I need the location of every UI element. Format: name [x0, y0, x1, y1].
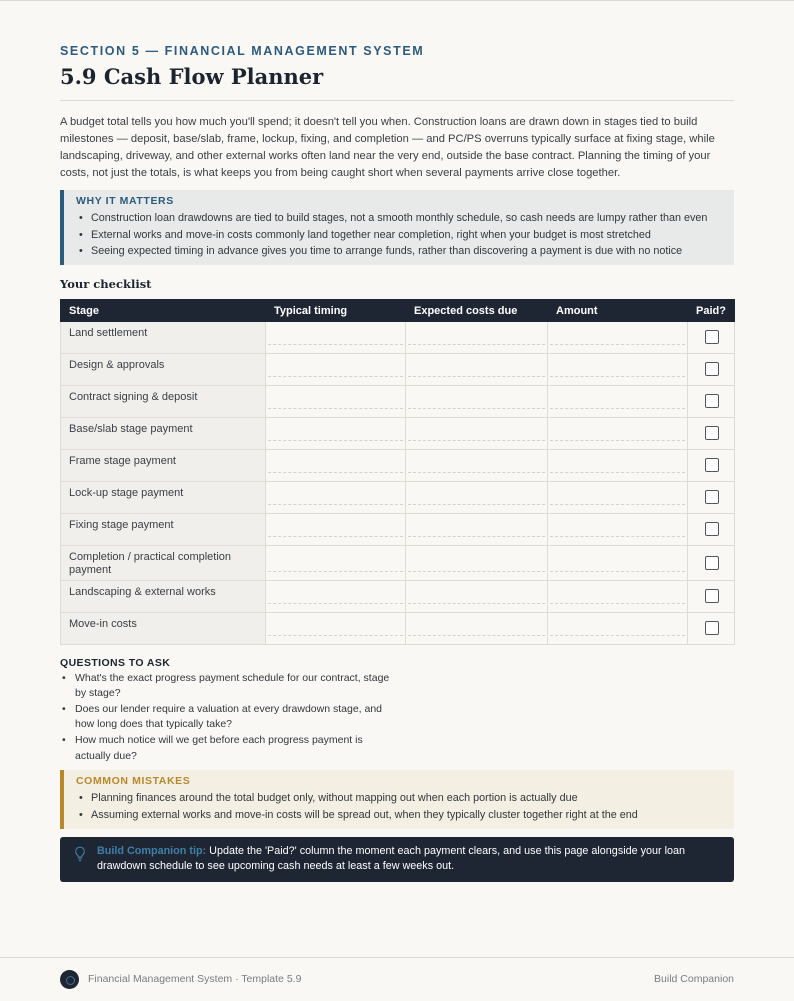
table-row [61, 613, 735, 645]
list-item: • How much notice will we get before each progress payment is actually due? [60, 733, 400, 763]
table-row [61, 581, 735, 613]
tip-body: Update the 'Paid?' column the moment each payment clears, and use this page alongside your loan drawdown schedule to see upcoming cash needs at least a few weeks out. [97, 845, 686, 873]
checklist-table [60, 299, 735, 645]
stage-cell: Move-in costs [61, 613, 266, 645]
paid-cell [688, 514, 735, 546]
footer-divider [0, 957, 794, 958]
timing-field[interactable] [266, 613, 406, 645]
costs-field[interactable] [406, 354, 548, 386]
top-rule [0, 0, 794, 1]
table-header-row [61, 300, 735, 322]
paid-cell [688, 354, 735, 386]
amount-field[interactable] [548, 386, 688, 418]
column-header-stage: Stage [61, 300, 266, 322]
costs-field[interactable] [406, 322, 548, 354]
table-row [61, 546, 735, 581]
tip-box [60, 837, 734, 882]
section-label: SECTION 5 — FINANCIAL MANAGEMENT SYSTEM [60, 44, 425, 58]
paid-cell [688, 418, 735, 450]
column-header-amount: Amount [548, 300, 688, 322]
timing-field[interactable] [266, 482, 406, 514]
table-row [61, 354, 735, 386]
stage-cell: Lock-up stage payment [61, 482, 266, 514]
amount-field[interactable] [548, 322, 688, 354]
table-row [61, 418, 735, 450]
paid-cell [688, 386, 735, 418]
lightbulb-icon [74, 846, 86, 862]
stage-cell: Completion / practical completion payment [61, 546, 266, 581]
timing-field[interactable] [266, 354, 406, 386]
stage-cell: Contract signing & deposit [61, 386, 266, 418]
stage-cell: Base/slab stage payment [61, 418, 266, 450]
timing-field[interactable] [266, 450, 406, 482]
amount-field[interactable] [548, 613, 688, 645]
costs-field[interactable] [406, 514, 548, 546]
amount-field[interactable] [548, 418, 688, 450]
title-divider [60, 100, 734, 101]
logo-icon [60, 970, 79, 989]
amount-field[interactable] [548, 482, 688, 514]
costs-field[interactable] [406, 581, 548, 613]
timing-field[interactable] [266, 581, 406, 613]
costs-field[interactable] [406, 482, 548, 514]
stage-cell: Landscaping & external works [61, 581, 266, 613]
costs-field[interactable] [406, 546, 548, 581]
costs-field[interactable] [406, 450, 548, 482]
list-item: • Assuming external works and move-in costs will be spread out, when they typically cluster together right at the end [76, 807, 722, 824]
paid-checkbox[interactable] [705, 426, 719, 440]
timing-field[interactable] [266, 322, 406, 354]
questions-heading: QUESTIONS TO ASK [60, 657, 171, 669]
timing-field[interactable] [266, 418, 406, 450]
timing-field[interactable] [266, 546, 406, 581]
column-header-timing: Typical timing [266, 300, 406, 322]
amount-field[interactable] [548, 354, 688, 386]
costs-field[interactable] [406, 418, 548, 450]
paid-checkbox[interactable] [705, 589, 719, 603]
paid-checkbox[interactable] [705, 330, 719, 344]
list-item: • External works and move-in costs commonly land together near completion, right when your budget is most stretched [76, 227, 722, 244]
paid-checkbox[interactable] [705, 621, 719, 635]
paid-checkbox[interactable] [705, 362, 719, 376]
paid-cell [688, 322, 735, 354]
amount-field[interactable] [548, 546, 688, 581]
paid-cell [688, 482, 735, 514]
common-mistakes-list [76, 790, 722, 823]
timing-field[interactable] [266, 514, 406, 546]
paid-checkbox[interactable] [705, 458, 719, 472]
costs-field[interactable] [406, 613, 548, 645]
stage-cell: Land settlement [61, 322, 266, 354]
intro-paragraph: A budget total tells you how much you'll spend; it doesn't tell you when. Construction loans are drawn down in stages tied to build milestones — deposit, base/slab, frame, lockup, fixing, and completion — and PC/PS overruns typically surface at fixing stage, while landscaping, driveway, and other external works often land near the very end, outside the base contract. Planning the timing of your costs, not just the totals, is what keeps you from being caught short when several payments arrive close together. [60, 116, 715, 179]
table-row [61, 450, 735, 482]
stage-cell: Frame stage payment [61, 450, 266, 482]
paid-cell [688, 546, 735, 581]
column-header-costs: Expected costs due [406, 300, 548, 322]
paid-checkbox[interactable] [705, 490, 719, 504]
amount-field[interactable] [548, 581, 688, 613]
stage-cell: Fixing stage payment [61, 514, 266, 546]
list-item: • What's the exact progress payment schedule for our contract, stage by stage? [60, 671, 400, 701]
list-item: • Planning finances around the total budget only, without mapping out when each portion is actually due [76, 790, 722, 807]
costs-field[interactable] [406, 386, 548, 418]
table-row [61, 514, 735, 546]
list-item: • Construction loan drawdowns are tied to build stages, not a smooth monthly schedule, so cash needs are lumpy rather than even [76, 210, 722, 227]
amount-field[interactable] [548, 514, 688, 546]
table-row [61, 322, 735, 354]
common-mistakes-box [60, 770, 734, 829]
footer-brand: Build Companion [654, 973, 734, 985]
footer-template-label: Financial Management System · Template 5.9 [88, 973, 302, 985]
column-header-paid: Paid? [688, 300, 735, 322]
list-item: • Does our lender require a valuation at every drawdown stage, and how long does that typically take? [60, 702, 400, 732]
paid-cell [688, 581, 735, 613]
table-row [61, 386, 735, 418]
tip-text [97, 844, 720, 874]
common-mistakes-heading: COMMON MISTAKES [76, 775, 191, 787]
paid-cell [688, 450, 735, 482]
amount-field[interactable] [548, 450, 688, 482]
questions-list [60, 671, 400, 765]
why-it-matters-list [76, 210, 722, 260]
paid-checkbox[interactable] [705, 556, 719, 570]
why-it-matters-box [60, 190, 734, 265]
paid-checkbox[interactable] [705, 394, 719, 408]
table-row [61, 482, 735, 514]
timing-field[interactable] [266, 386, 406, 418]
paid-checkbox[interactable] [705, 522, 719, 536]
page-title: 5.9 Cash Flow Planner [60, 64, 324, 89]
tip-label: Build Companion tip: [97, 845, 207, 857]
checklist-heading: Your checklist [60, 277, 152, 291]
stage-cell: Design & approvals [61, 354, 266, 386]
why-it-matters-heading: WHY IT MATTERS [76, 195, 174, 207]
paid-cell [688, 613, 735, 645]
list-item: • Seeing expected timing in advance gives you time to arrange funds, rather than discovering a payment is due with no notice [76, 243, 722, 260]
